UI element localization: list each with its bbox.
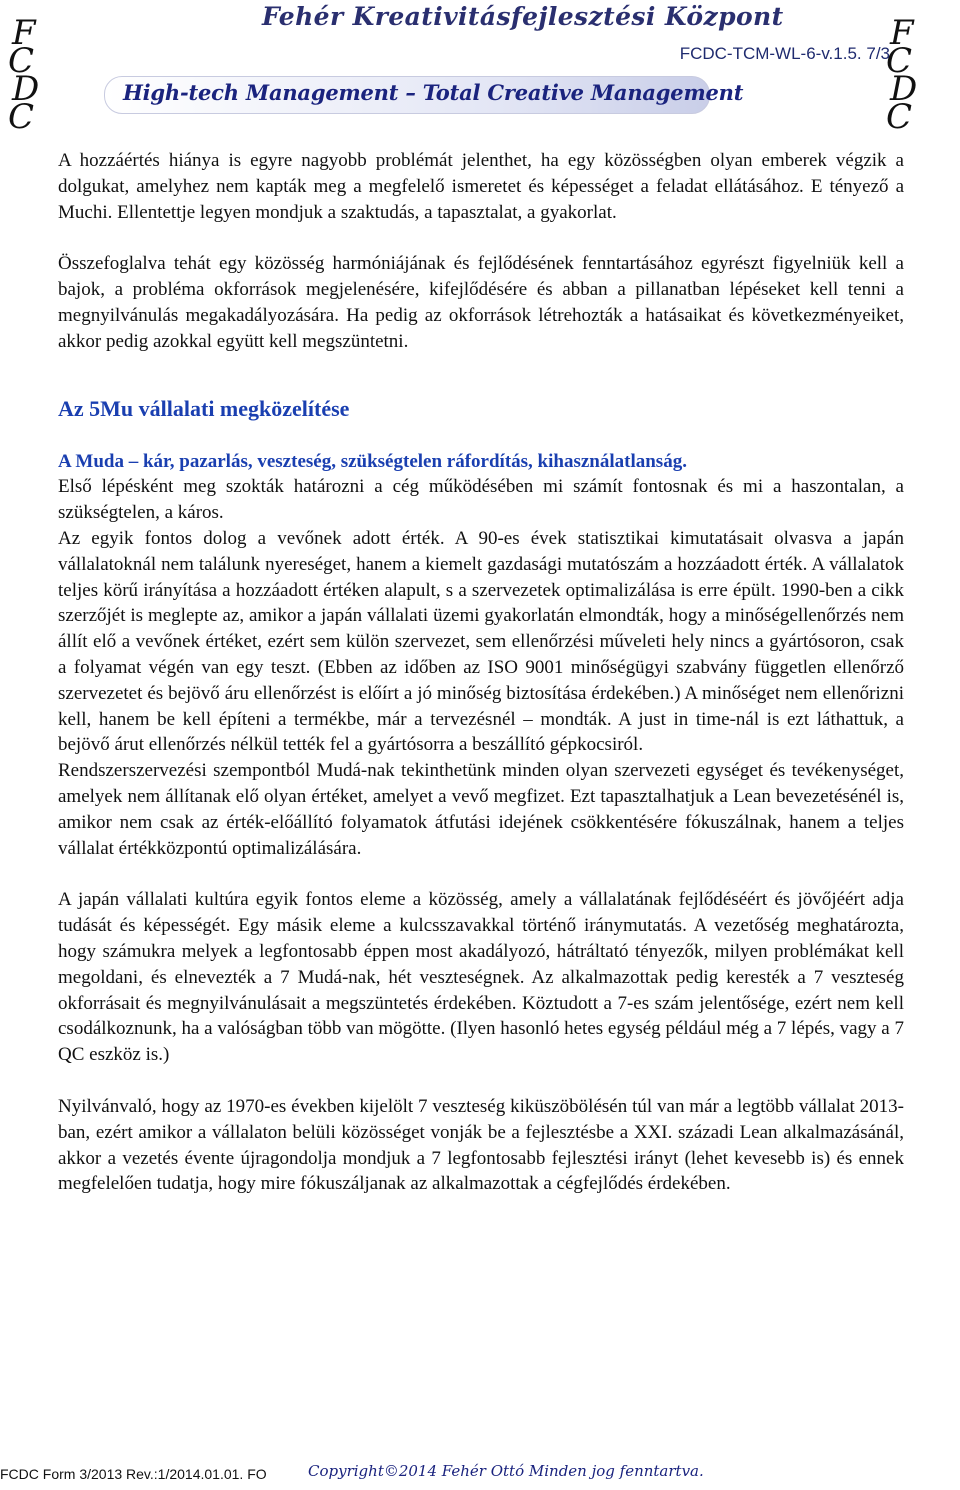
paragraph: Az egyik fontos dolog a vevőnek adott érték. A 90-es évek statisztikai kimutatásait olvasva a japán vállalatoknál nem találunk nyereséget, hanem a kiemelt gazdasági mutatószám a hozzáadott érték. A vállalatok teljes körű irányítása a hozzáadott értéken alapult, s a szervezetek optimalizálása is erre épült. 1990-ben a cikk szerzőjét is meglepte az, amikor a japán vállalati üzemi gyakorlatán elmondták, hogy a minőségellenőrzés nem állít elő a vevőnek értéket, ezért sem külön szervezet, sem ellenőrzési műveleti hely nincs a gyártósoron, csak a folyamat végén van egy teszt. (Ebben az időben az ISO 9001 minőségügyi szabvány független ellenőrző szervezetet és bejövő áru ellenőrzést is előírt a jó minőség biztosítása érdekében.) A minőséget nem ellenőrizni kell, hanem be kell építeni a termékbe, már a tervezésnél – mondták. A just in time-nál is ezt láthattuk, a bejövő árut ellenőrzés nélkül tették fel a gyártósorra a beszállító gépkocsiról. xyxy=(58,527,904,756)
section-heading: Az 5Mu vállalati megközelítése xyxy=(58,395,350,421)
header-banner xyxy=(104,76,744,114)
paragraph: Első lépésként meg szokták határozni a cég működésében mi számít fontosnak és mi a haszontalan, a szükségtelen, a káros. xyxy=(58,476,904,524)
document-body xyxy=(58,148,904,1197)
logo-letter: F xyxy=(12,13,36,53)
logo-letter: D xyxy=(890,69,918,109)
banner-text: High-tech Management – Total Creative Management xyxy=(123,80,744,105)
fcdc-logo-left-icon xyxy=(6,10,76,130)
fcdc-logo-right-icon xyxy=(884,10,954,130)
header-title: Fehér Kreativitásfejlesztési Központ xyxy=(262,2,784,31)
logo-letter: F xyxy=(890,13,914,53)
footer-form-code: FCDC Form 3/2013 Rev.:1/2014.01.01. FO xyxy=(0,1466,267,1482)
logo-letter: C xyxy=(886,41,913,81)
paragraph: Rendszerszervezési szempontból Mudá-nak tekinthetünk minden olyan szervezeti egységet és tevékenységet, amelyek nem állítanak elő olyan értéket, amelyet a vevő megfizet. Ezt tapasztalhatjuk a Lean bevezetésénél is, amikor nem csak az érték-előállító folyamatok átfutási idejének csökkentésére fókuszálnak, hanem a teljes vállalat értékközpontú optimalizálására. xyxy=(58,760,904,859)
logo-letter: D xyxy=(12,69,40,109)
paragraph: Összefoglalva tehát egy közösség harmóniájának és fejlődésének fenntartásához egyrészt figyelniük kell a bajok, a probléma okforrások megjelenésére, kifejlődésére és abban a pillanatban lépéseket kell tenni a megnyilvánulás megakadályozására. Ha pedig az okforrások létrehozták a hatásaikat és következményeiket, akkor pedig azokkal együtt kell megszüntetni. xyxy=(58,253,904,352)
logo-letter: C xyxy=(8,41,35,81)
logo-letter: C xyxy=(8,97,35,130)
footer-copyright: Copyright©2014 Fehér Ottó Minden jog fenntartva. xyxy=(308,1462,704,1480)
muda-definition: A Muda – kár, pazarlás, veszteség, szükségtelen ráfordítás, kihasználatlanság. xyxy=(58,450,687,472)
paragraph: Nyilvánvaló, hogy az 1970-es években kijelölt 7 veszteség kiküszöbölésén túl van már a legtöbb vállalat 2013-ban, ezért amikor a vállalaton belüli közösséget vonják be a fejlesztésbe a XXI. századi Lean alkalmazásánál, akkor a vezetés évente újragondolja mondjuk a 7 legfontosabb fejlesztési irányt (lehet kevesebb is) és ennek megfelelően tudatja, hogy mire fókuszáljanak az alkalmazottak a cégfejlődés érdekében. xyxy=(58,1095,904,1195)
paragraph: A japán vállalati kultúra egyik fontos eleme a közösség, amely a vállalatának fejlődéséért és jövőjéért adja tudását és képességét. Egy másik eleme a kulcsszavakkal történő iránymutatás. A vezetőség meghatározta, hogy számukra melyek a legfontosabb éppen most akadályozó, hátráltató tényezők, milyen problémákat kell megoldani, és elnevezték a 7 Mudá-nak, hét veszteségnek. Az alkalmazottak pedig keresték a 7 veszteség okforrásait és megnyilvánulásait a megszüntetés érdekében. Köztudott a 7-es szám jelentősége, ezért nem kell csodálkoznunk, ha a valóságban több van mögötte. (Ilyen hasonló hetes egység például még a 7 lépés, vagy a 7 QC eszköz is.) xyxy=(58,889,904,1066)
paragraph: A hozzáértés hiánya is egyre nagyobb problémát jelenthet, ha egy közösségben olyan emberek végzik a dolgukat, amelyhez nem kapták meg a megfelelő ismeretet és képességet a feladat ellátásához. E tényező a Muchi. Ellentettje legyen mondjuk a szaktudás, a tapasztalat, a gyakorlat. xyxy=(58,150,904,223)
document-code: FCDC-TCM-WL-6-v.1.5. 7/3 xyxy=(679,44,890,63)
logo-letter: C xyxy=(886,97,913,130)
